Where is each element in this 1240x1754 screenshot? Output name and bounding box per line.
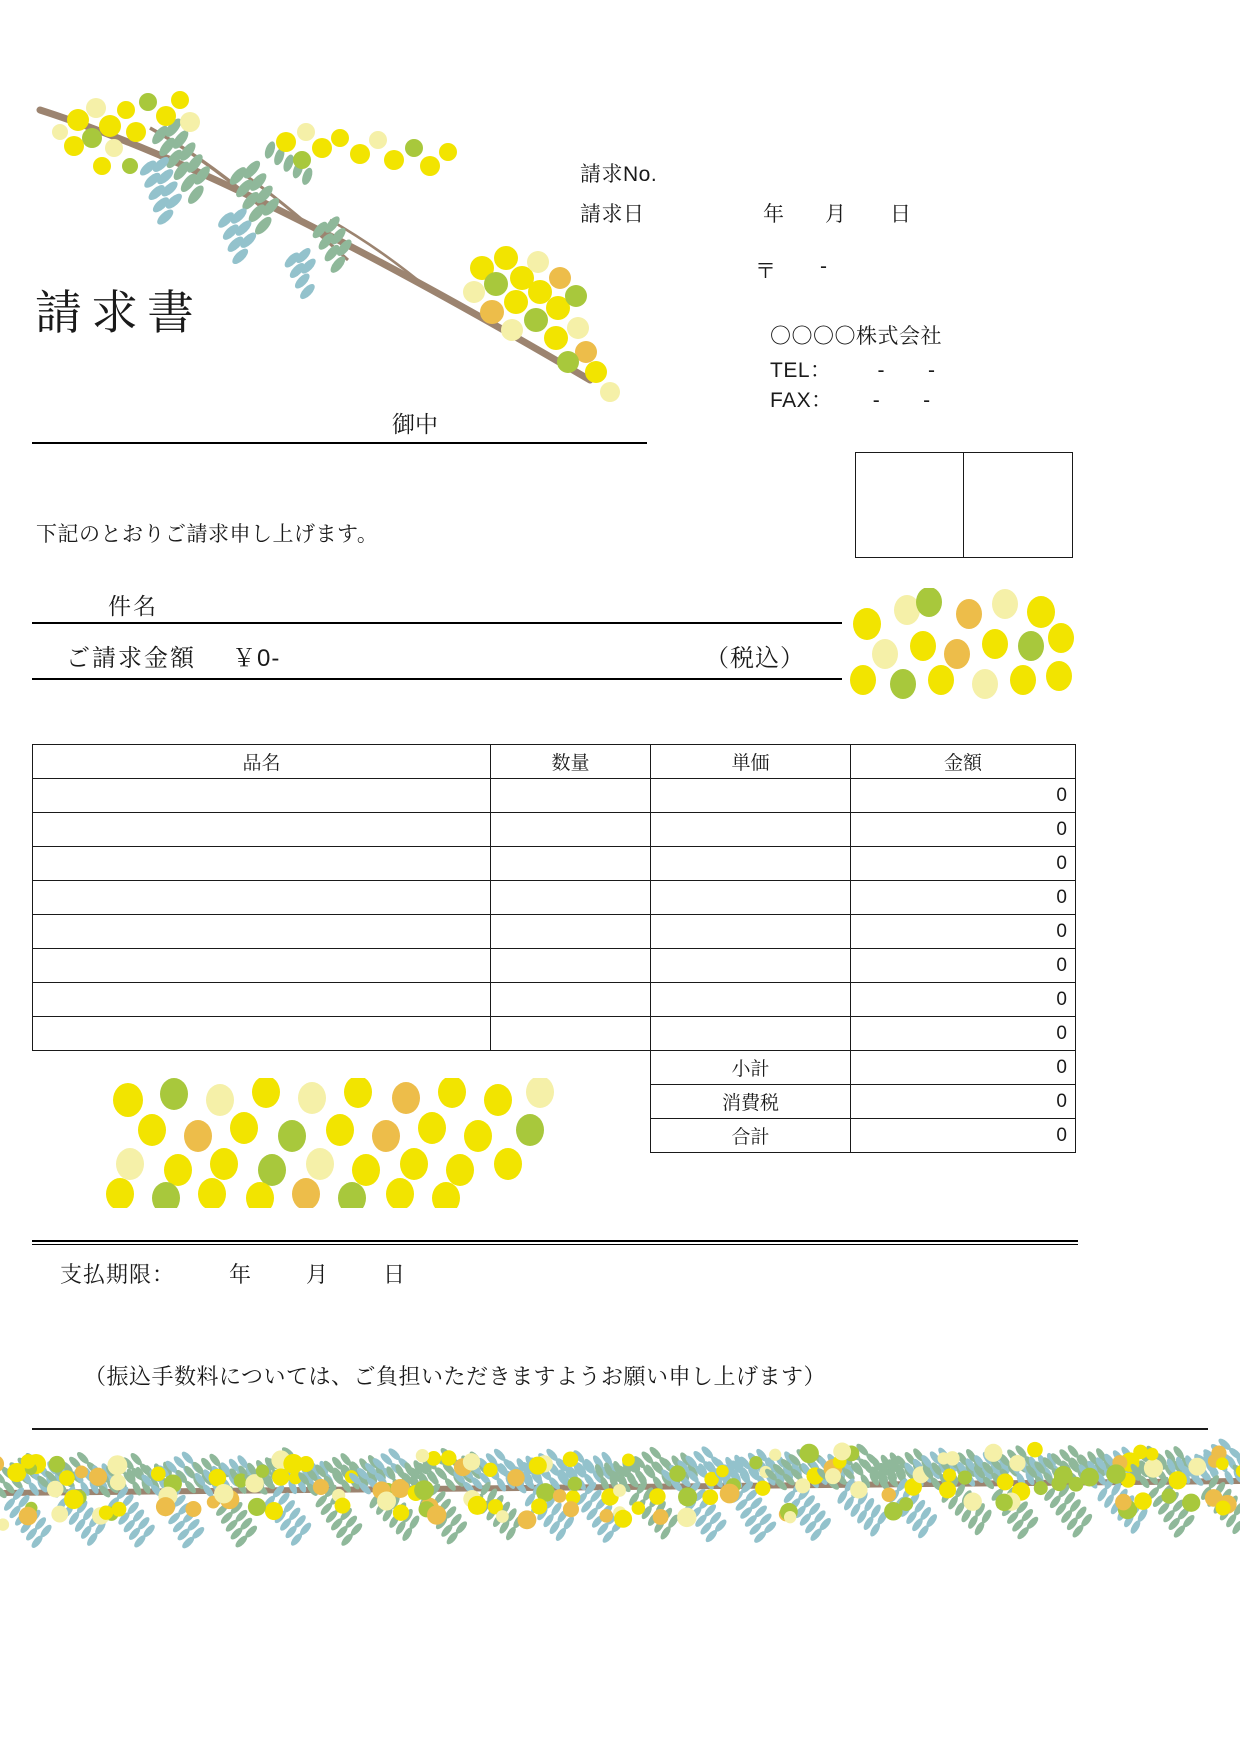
cell-amount[interactable]: 0 [851, 847, 1076, 881]
totals-spacer [33, 1119, 651, 1153]
postal-code-mark-icon: 〒 [755, 260, 777, 283]
postal-code-separator: - [820, 255, 828, 278]
table-row[interactable] [33, 847, 1076, 881]
table-row[interactable] [33, 1017, 1076, 1051]
invoice-date-year-unit: 年 [763, 203, 785, 226]
totals-label-1: 小計 [651, 1051, 851, 1085]
cell-amount[interactable]: 0 [851, 983, 1076, 1017]
totals-value-2[interactable]: 0 [851, 1085, 1076, 1119]
fax-label: FAX： [770, 389, 833, 412]
table-row[interactable] [33, 949, 1076, 983]
cell-item-name[interactable] [33, 779, 491, 813]
cell-item-name[interactable] [33, 813, 491, 847]
cell-quantity[interactable] [491, 813, 651, 847]
totals-spacer [33, 1051, 651, 1085]
column-header-amount: 金額 [851, 745, 1076, 779]
cell-quantity[interactable] [491, 881, 651, 915]
cell-amount[interactable]: 0 [851, 915, 1076, 949]
cell-quantity[interactable] [491, 983, 651, 1017]
payment-due-label: 支払期限： [60, 1262, 176, 1287]
totals-row [33, 1085, 1076, 1119]
mimosa-dots-decoration-amount [845, 588, 1080, 703]
totals-row [33, 1051, 1076, 1085]
subject-label: 件名 [108, 593, 158, 619]
cell-quantity[interactable] [491, 779, 651, 813]
billing-amount-value: ￥0- [232, 645, 281, 672]
column-header-unit-price: 単価 [651, 745, 851, 779]
table-row[interactable] [33, 915, 1076, 949]
cell-unit-price[interactable] [651, 1017, 851, 1051]
column-header-quantity: 数量 [491, 745, 651, 779]
totals-value-3[interactable]: 0 [851, 1119, 1076, 1153]
cell-item-name[interactable] [33, 915, 491, 949]
totals-label-3: 合計 [651, 1119, 851, 1153]
invoice-number-label: 請求No. [580, 163, 658, 186]
cell-quantity[interactable] [491, 847, 651, 881]
mimosa-branch-top-decoration [30, 80, 650, 410]
table-row[interactable] [33, 779, 1076, 813]
table-body [33, 779, 1076, 1153]
totals-row [33, 1119, 1076, 1153]
tel-value: - - [877, 359, 936, 382]
billing-amount-underline [32, 678, 842, 680]
mimosa-branch-bottom-decoration [0, 1415, 1240, 1595]
invoice-date-month-unit: 月 [825, 203, 847, 226]
issuer-telephone [770, 354, 936, 384]
cell-item-name[interactable] [33, 1017, 491, 1051]
cell-unit-price[interactable] [651, 847, 851, 881]
totals-label-2: 消費税 [651, 1085, 851, 1119]
tel-label: TEL： [770, 359, 832, 382]
due-month-unit: 月 [306, 1262, 330, 1287]
transfer-fee-note: （振込手数料については、ご負担いただきますようお願い申し上げます） [84, 1364, 827, 1389]
subject-underline [32, 622, 842, 624]
cell-amount[interactable]: 0 [851, 881, 1076, 915]
table-header-row [33, 745, 1076, 779]
cell-amount[interactable]: 0 [851, 779, 1076, 813]
fax-value: - - [872, 389, 931, 412]
line-items-table [32, 744, 1076, 1153]
due-day-unit: 日 [383, 1262, 407, 1287]
table-row[interactable] [33, 983, 1076, 1017]
cell-item-name[interactable] [33, 881, 491, 915]
totals-spacer [33, 1085, 651, 1119]
due-year-unit: 年 [229, 1262, 253, 1287]
payment-due-line [60, 1258, 406, 1289]
cell-unit-price[interactable] [651, 881, 851, 915]
intro-sentence: 下記のとおりご請求申し上げます。 [36, 523, 379, 546]
cell-quantity[interactable] [491, 949, 651, 983]
column-header-item-name: 品名 [33, 745, 491, 779]
cell-unit-price[interactable] [651, 779, 851, 813]
cell-quantity[interactable] [491, 1017, 651, 1051]
stamp-cell-right[interactable] [964, 453, 1072, 557]
issuer-fax [770, 384, 931, 414]
tax-inclusive-note: （税込） [705, 645, 805, 672]
issuer-company-name: 〇〇〇〇株式会社 [770, 325, 942, 348]
cell-item-name[interactable] [33, 847, 491, 881]
billing-amount-label: ご請求金額 [66, 645, 196, 672]
table-row[interactable] [33, 813, 1076, 847]
recipient-honorific: 御中 [392, 411, 438, 437]
stamp-cell-left[interactable] [856, 453, 964, 557]
footer-divider [32, 1240, 1078, 1245]
cell-unit-price[interactable] [651, 813, 851, 847]
totals-value-1[interactable]: 0 [851, 1051, 1076, 1085]
recipient-underline [32, 442, 647, 444]
cell-unit-price[interactable] [651, 983, 851, 1017]
bottom-divider [32, 1428, 1208, 1430]
cell-quantity[interactable] [491, 915, 651, 949]
cell-amount[interactable]: 0 [851, 1017, 1076, 1051]
cell-unit-price[interactable] [651, 949, 851, 983]
approval-stamp-box[interactable] [855, 452, 1073, 558]
cell-unit-price[interactable] [651, 915, 851, 949]
cell-item-name[interactable] [33, 949, 491, 983]
cell-amount[interactable]: 0 [851, 813, 1076, 847]
cell-amount[interactable]: 0 [851, 949, 1076, 983]
invoice-date-day-unit: 日 [890, 203, 912, 226]
page-title: 請求書 [35, 286, 203, 339]
cell-item-name[interactable] [33, 983, 491, 1017]
invoice-date-label: 請求日 [580, 203, 645, 226]
table-row[interactable] [33, 881, 1076, 915]
